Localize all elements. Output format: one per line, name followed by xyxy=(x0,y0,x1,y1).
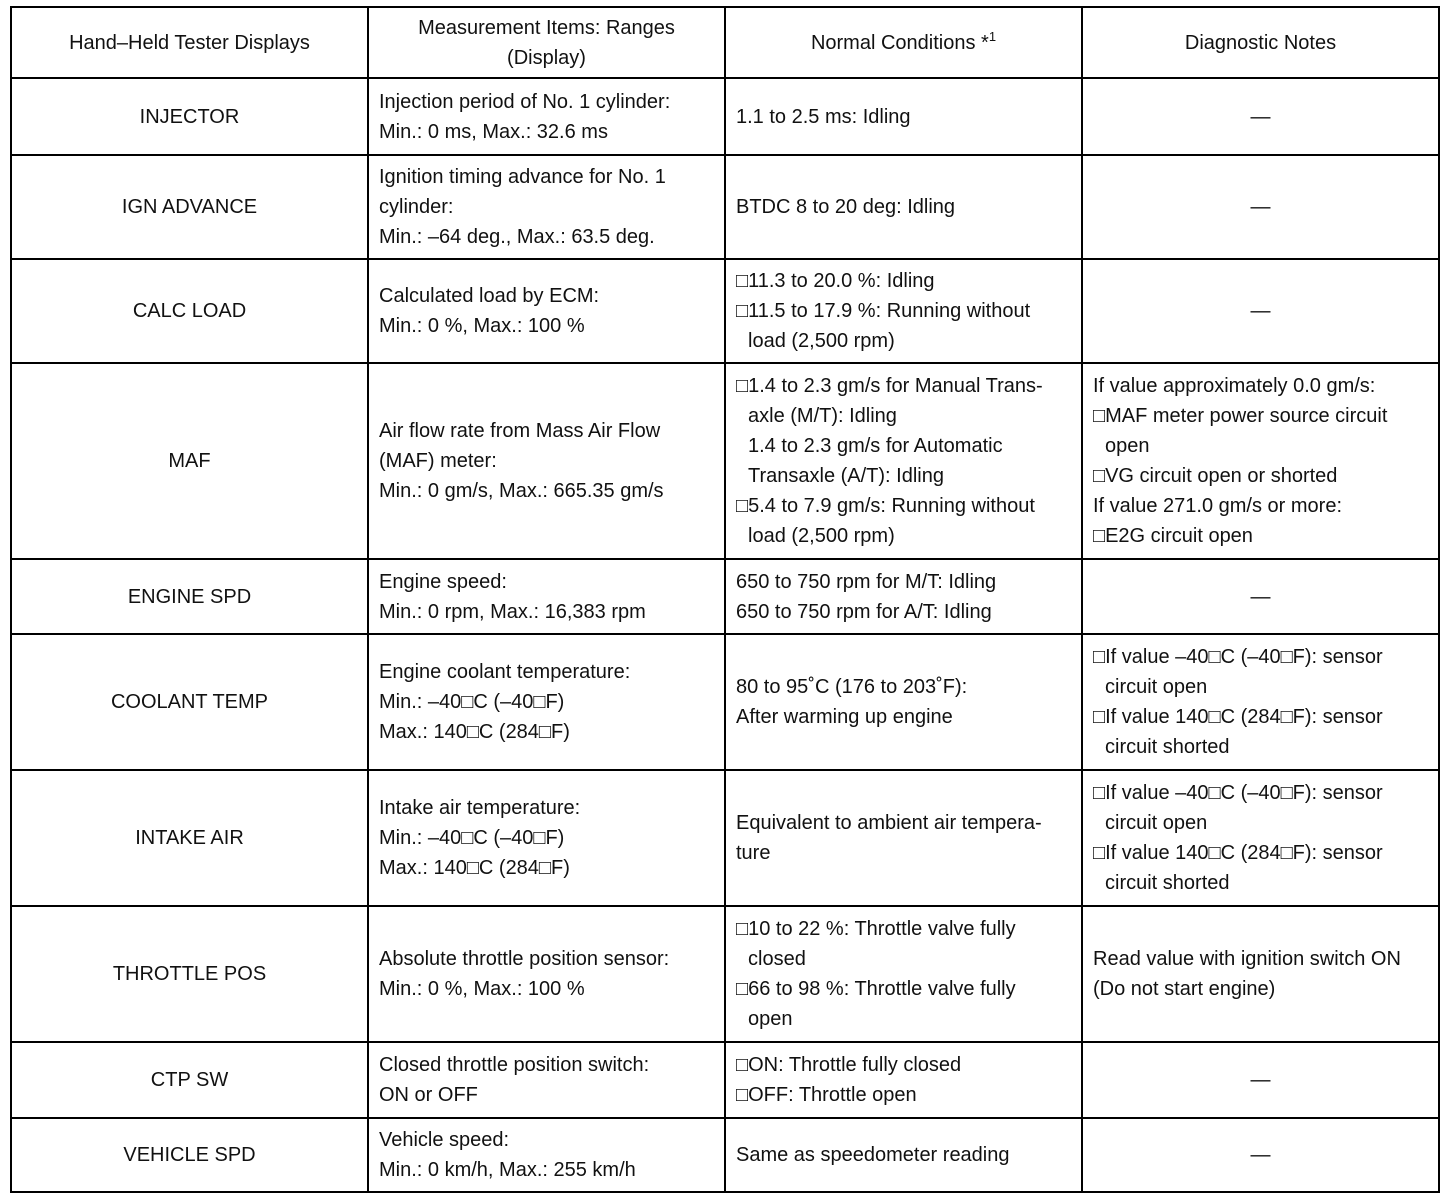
tester-display-cell: VEHICLE SPD xyxy=(11,1118,368,1192)
table-row xyxy=(11,78,1439,155)
header-row xyxy=(11,7,1439,78)
tester-display-cell: COOLANT TEMP xyxy=(11,634,368,770)
diagnostic-note-cell: — xyxy=(1082,78,1439,155)
measurement-item-cell: Engine speed: Min.: 0 rpm, Max.: 16,383 rpm xyxy=(368,559,725,634)
tester-display-cell: ENGINE SPD xyxy=(11,559,368,634)
tester-display-cell: INJECTOR xyxy=(11,78,368,155)
header-diagnostic-notes: Diagnostic Notes xyxy=(1082,7,1439,78)
tester-display-cell: CTP SW xyxy=(11,1042,368,1118)
measurement-item-cell: Ignition timing advance for No. 1 cylinder: Min.: –64 deg., Max.: 63.5 deg. xyxy=(368,155,725,259)
measurement-item-cell: Intake air temperature: Min.: –40□C (–40□F) Max.: 140□C (284□F) xyxy=(368,770,725,906)
diagnostic-note-cell: □If value –40□C (–40□F): sensor circuit open □If value 140□C (284□F): sensor circuit shorted xyxy=(1082,634,1439,770)
table-row xyxy=(11,634,1439,770)
table-row xyxy=(11,1042,1439,1118)
normal-condition-cell: □1.4 to 2.3 gm/s for Manual Trans- axle (M/T): Idling 1.4 to 2.3 gm/s for Automatic Transaxle (A/T): Idling □5.4 to 7.9 gm/s: Running without load (2,500 rpm) xyxy=(725,363,1082,559)
diagnostic-note-cell: Read value with ignition switch ON (Do not start engine) xyxy=(1082,906,1439,1042)
tester-display-cell: THROTTLE POS xyxy=(11,906,368,1042)
measurement-item-cell: Closed throttle position switch: ON or OFF xyxy=(368,1042,725,1118)
tester-display-cell: INTAKE AIR xyxy=(11,770,368,906)
measurement-item-cell: Engine coolant temperature: Min.: –40□C (–40□F) Max.: 140□C (284□F) xyxy=(368,634,725,770)
table-row xyxy=(11,155,1439,259)
table-row xyxy=(11,1118,1439,1192)
diagnostic-note-cell: — xyxy=(1082,1118,1439,1192)
normal-condition-cell: □ON: Throttle fully closed □OFF: Throttle open xyxy=(725,1042,1082,1118)
header-tester-displays: Hand–Held Tester Displays xyxy=(11,7,368,78)
normal-condition-cell: □11.3 to 20.0 %: Idling □11.5 to 17.9 %: Running without load (2,500 rpm) xyxy=(725,259,1082,363)
normal-condition-cell: 80 to 95˚C (176 to 203˚F): After warming up engine xyxy=(725,634,1082,770)
table-row xyxy=(11,559,1439,634)
tester-display-cell: MAF xyxy=(11,363,368,559)
diagnostic-note-cell: — xyxy=(1082,559,1439,634)
table-row xyxy=(11,363,1439,559)
measurement-item-cell: Calculated load by ECM: Min.: 0 %, Max.: 100 % xyxy=(368,259,725,363)
measurement-item-cell: Air flow rate from Mass Air Flow (MAF) meter: Min.: 0 gm/s, Max.: 665.35 gm/s xyxy=(368,363,725,559)
header-normal-conditions: Normal Conditions *$^1$ xyxy=(725,7,1082,78)
table-row xyxy=(11,259,1439,363)
table-row xyxy=(11,770,1439,906)
header-measurement-items: Measurement Items: Ranges (Display) xyxy=(368,7,725,78)
tester-display-cell: IGN ADVANCE xyxy=(11,155,368,259)
diagnostic-note-cell: If value approximately 0.0 gm/s: □MAF meter power source circuit open □VG circuit open or shorted If value 271.0 gm/s or more: □E2G circuit open xyxy=(1082,363,1439,559)
diagnostic-note-cell: — xyxy=(1082,1042,1439,1118)
normal-condition-cell: BTDC 8 to 20 deg: Idling xyxy=(725,155,1082,259)
table-row xyxy=(11,906,1439,1042)
normal-condition-cell: 1.1 to 2.5 ms: Idling xyxy=(725,78,1082,155)
normal-condition-cell: Equivalent to ambient air tempera- ture xyxy=(725,770,1082,906)
measurement-item-cell: Absolute throttle position sensor: Min.: 0 %, Max.: 100 % xyxy=(368,906,725,1042)
data-list-table xyxy=(10,6,1440,1193)
measurement-item-cell: Injection period of No. 1 cylinder: Min.: 0 ms, Max.: 32.6 ms xyxy=(368,78,725,155)
measurement-item-cell: Vehicle speed: Min.: 0 km/h, Max.: 255 km/h xyxy=(368,1118,725,1192)
normal-condition-cell: 650 to 750 rpm for M/T: Idling 650 to 750 rpm for A/T: Idling xyxy=(725,559,1082,634)
normal-condition-cell: Same as speedometer reading xyxy=(725,1118,1082,1192)
diagnostic-note-cell: □If value –40□C (–40□F): sensor circuit open □If value 140□C (284□F): sensor circuit shorted xyxy=(1082,770,1439,906)
normal-condition-cell: □10 to 22 %: Throttle valve fully closed □66 to 98 %: Throttle valve fully open xyxy=(725,906,1082,1042)
diagnostic-note-cell: — xyxy=(1082,259,1439,363)
diagnostic-note-cell: — xyxy=(1082,155,1439,259)
tester-display-cell: CALC LOAD xyxy=(11,259,368,363)
